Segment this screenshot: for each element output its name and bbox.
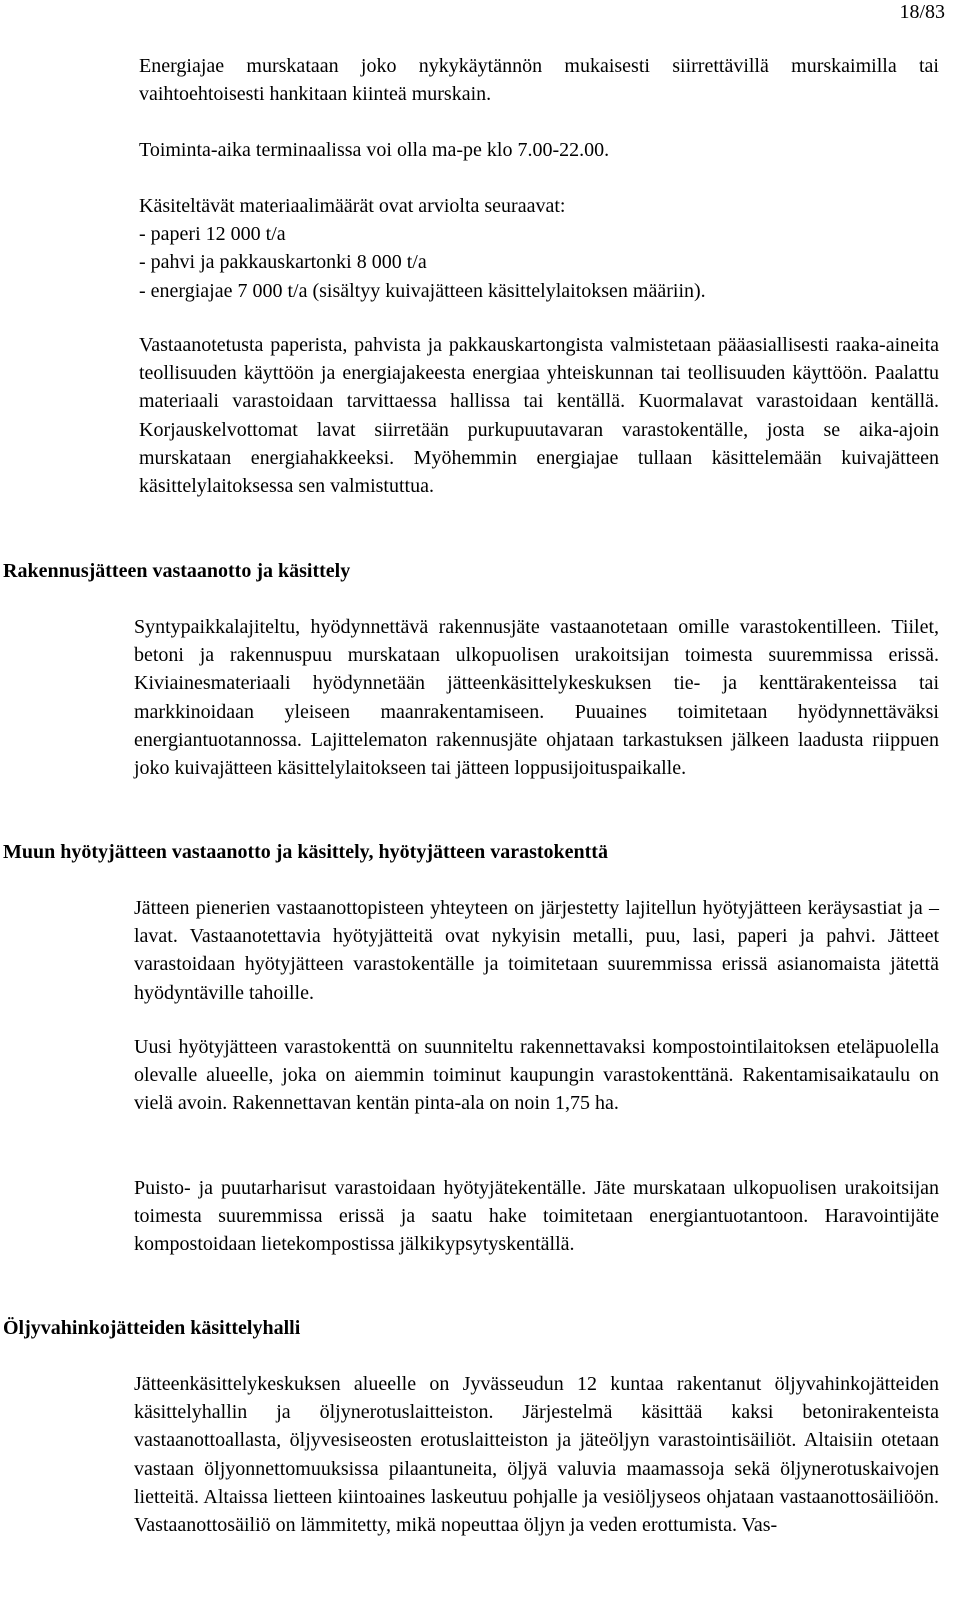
- page-number: 18/83: [899, 1, 945, 23]
- paragraph-collection-containers: Jätteen pienerien vastaanottopisteen yhteyteen on järjestetty lajitellun hyötyjätteen keräysastiat ja –lavat. Vastaanotettavia hyötyjätteitä ovat nykyisin metalli, puu, lasi, paperi ja pahvi. Jätteet varastoidaan hyötyjätteen varastokentälle ja toimitetaan suuremmissa erissä asianomaista jätettä hyödyntäville tahoille.: [134, 897, 939, 1004]
- material-quantities-list: [139, 192, 939, 305]
- section-heading-oil-spill-hall: Öljyvahinkojätteiden käsittelyhalli: [3, 1317, 301, 1339]
- section-heading-recyclables: Muun hyötyjätteen vastaanotto ja käsittely, hyötyjätteen varastokenttä: [3, 841, 608, 863]
- list-item-cardboard: - pahvi ja pakkauskartonki 8 000 t/a: [139, 251, 427, 274]
- material-quantities-intro: Käsiteltävät materiaalimäärät ovat arviolta seuraavat:: [139, 195, 566, 217]
- list-item-paper: - paperi 12 000 t/a: [139, 223, 286, 246]
- paragraph-garden-waste: Puisto- ja puutarharisut varastoidaan hyötyjätekentälle. Jäte murskataan ulkopuolisen urakoitsijan toimesta suuremmissa erissä ja saatu hake toimitetaan energiantuotantoon. Haravointijäte kompostoidaan lietekompostissa jälkikypsytyskentällä.: [134, 1177, 939, 1256]
- paragraph-operating-hours: Toiminta-aika terminaalissa voi olla ma-pe klo 7.00-22.00.: [139, 139, 610, 161]
- list-item-energy-fraction: - energiajae 7 000 t/a (sisältyy kuivajätteen käsittelylaitoksen määriin).: [139, 279, 706, 302]
- section-heading-construction-waste: Rakennusjätteen vastaanotto ja käsittely: [3, 560, 351, 582]
- paragraph-construction-waste: Syntypaikkalajiteltu, hyödynnettävä rakennusjäte vastaanotetaan omille varastokentilleen. Tiilet, betoni ja rakennuspuu murskataan ulkopuolisen urakoitsijan toimesta suuremmissa erissä. Kiviainesmateriaali hyödynnetään jätteenkäsittelykeskuksen tie- ja kenttärakenteissa tai markkinoidaan yleiseen maanrakentamiseen. Puuaines toimitetaan hyödynnettäväksi energiantuotannossa. Lajittelematon rakennusjäte ohjataan tarkastuksen jälkeen laadusta riippuen joko kuivajätteen käsittelylaitokseen tai jätteen loppusijoituspaikalle.: [134, 616, 939, 780]
- paragraph-processing: Vastaanotetusta paperista, pahvista ja pakkauskartongista valmistetaan pääasiallisesti raaka-aineita teollisuuden käyttöön ja energiajakeesta energiaa yhteiskunnan tai teollisuuden käyttöön. Paalattu materiaali varastoidaan tarvittaessa hallissa tai kentällä. Kuormalavat varastoidaan kentällä. Korjauskelvottomat lavat siirretään purkupuutavaran varastokentälle, josta se aika-ajoin murskataan energiahakkeeksi. Myöhemmin energiajae tullaan käsittelemään kuivajätteen käsittelylaitoksessa sen valmistuttua.: [139, 334, 939, 498]
- paragraph-oil-spill-hall: Jätteenkäsittelykeskuksen alueelle on Jyvässeudun 12 kuntaa rakentanut öljyvahinkojätteiden käsittelyhallin ja öljynerotuslaitteiston. Järjestelmä käsittää kaksi betonirakenteista vastaanottoallasta, öljyvesiseosten erotuslaitteiston ja jäteöljyn varastointisäiliöt. Altaisiin otetaan vastaan öljyonnettomuuksissa pilaantuneita, öljyä valuvia maamassoja sekä öljynerotuskaivojen lietteitä. Altaissa lietteen kiintoaines laskeutuu pohjalle ja vesiöljyseos ohjataan vastaanottosäiliöön. Vastaanottosäiliö on lämmitetty, mikä nopeuttaa öljyn ja veden erottumista. Vas-: [134, 1373, 939, 1537]
- paragraph-new-storage-field: Uusi hyötyjätteen varastokenttä on suunniteltu rakennettavaksi kompostointilaitoksen eteläpuolella olevalle alueelle, joka on aiemmin toiminut kaupungin varastokenttänä. Rakentamisaikataulu on vielä avoin. Rakennettavan kentän pinta-ala on noin 1,75 ha.: [134, 1036, 939, 1115]
- paragraph-crushing: Energiajae murskataan joko nykykäytännön mukaisesti siirrettävillä murskaimilla tai vaihtoehtoisesti hankitaan kiinteä murskain.: [139, 55, 939, 106]
